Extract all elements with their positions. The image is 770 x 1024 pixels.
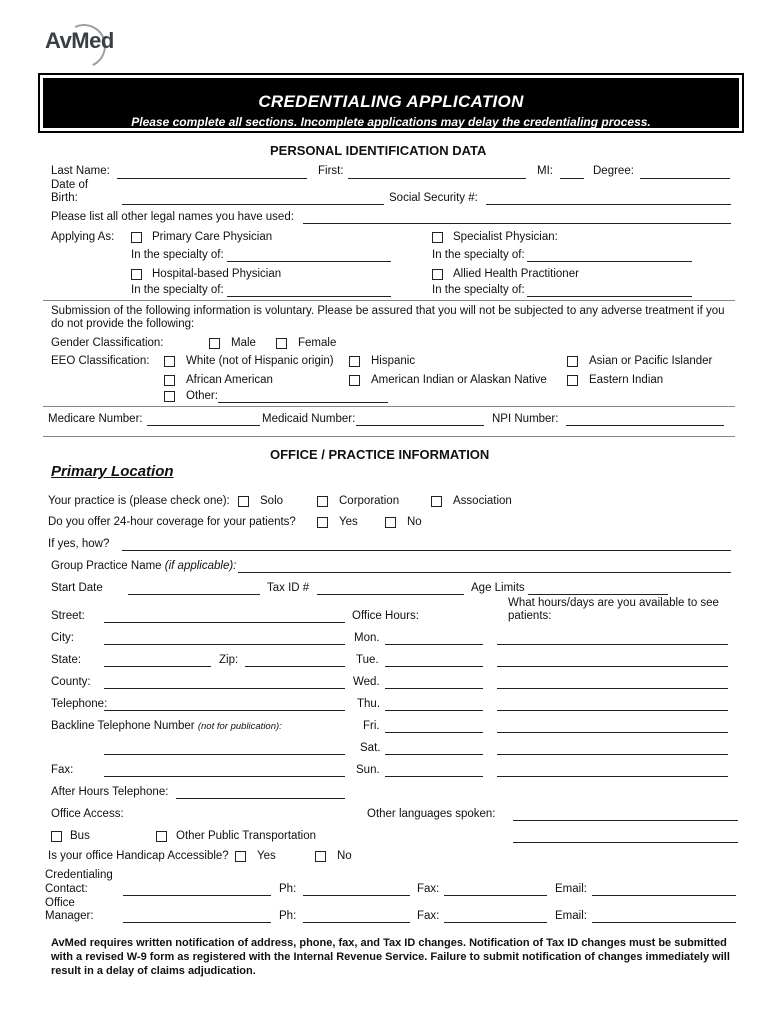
title-banner — [38, 73, 744, 133]
cred-contact-name-field[interactable] — [123, 895, 271, 896]
eastern-indian-checkbox[interactable] — [567, 375, 578, 386]
telephone-label: Telephone: — [51, 698, 108, 710]
divider — [43, 300, 735, 301]
hours-question-line2: patients: — [508, 610, 552, 622]
cred-contact-email-label: Email: — [555, 883, 587, 895]
street-label: Street: — [51, 610, 85, 622]
female-checkbox[interactable] — [276, 338, 287, 349]
other-transport-checkbox[interactable] — [156, 831, 167, 842]
zip-label: Zip: — [219, 654, 239, 666]
office-manager-fax-label: Fax: — [417, 910, 440, 922]
other-languages-field-1[interactable] — [513, 820, 738, 821]
office-manager-label-line1: Office — [45, 897, 75, 909]
thu-label: Thu. — [357, 698, 381, 710]
corporation-checkbox[interactable] — [317, 496, 328, 507]
hispanic-label: Hispanic — [371, 355, 416, 367]
street-field[interactable] — [104, 622, 345, 623]
coverage-no-label: No — [407, 516, 422, 528]
allied-specialty-label: In the specialty of: — [432, 284, 525, 296]
sun-availability-field[interactable] — [497, 776, 728, 777]
coverage-yes-checkbox[interactable] — [317, 517, 328, 528]
state-field[interactable] — [104, 666, 211, 667]
page-title: CREDENTIALING APPLICATION — [258, 92, 524, 111]
thu-availability-field[interactable] — [497, 710, 728, 711]
primary-location-heading: Primary Location — [51, 463, 174, 480]
association-checkbox[interactable] — [431, 496, 442, 507]
avmed-logo: AvMed — [45, 28, 114, 53]
ssn-field[interactable] — [486, 204, 731, 205]
voluntary-text-line2: do not provide the following: — [51, 318, 195, 330]
change-notification-notice: AvMed requires written notification of address, phone, fax, and Tax ID changes. Notification of Tax ID changes must be submitted with a revised W-9 form as registered with the Internal Revenue Service. Failure to submit notification of changes immediately will result in a delay of claims adjudication. — [51, 937, 730, 977]
tue-label: Tue. — [356, 654, 379, 666]
telephone-field[interactable] — [104, 710, 345, 711]
backline-text: Backline Telephone Number — [51, 720, 195, 732]
specialist-label: Specialist Physician: — [453, 231, 558, 243]
group-name-label — [51, 560, 236, 572]
start-date-label: Start Date — [51, 582, 103, 594]
cred-contact-label-line1: Credentialing — [45, 869, 113, 881]
after-hours-field[interactable] — [176, 798, 345, 799]
cred-contact-ph-field[interactable] — [303, 895, 410, 896]
sat-availability-field[interactable] — [497, 754, 728, 755]
specialist-specialty-label: In the specialty of: — [432, 249, 525, 261]
group-name-text: Group Practice Name — [51, 560, 162, 572]
office-section-title: OFFICE / PRACTICE INFORMATION — [270, 447, 490, 462]
city-field[interactable] — [104, 644, 345, 645]
office-manager-ph-field[interactable] — [303, 922, 410, 923]
handicap-no-checkbox[interactable] — [315, 851, 326, 862]
specialist-specialty-field[interactable] — [527, 261, 692, 262]
primary-specialty-label: In the specialty of: — [131, 249, 224, 261]
bus-checkbox[interactable] — [51, 831, 62, 842]
coverage-yes-label: Yes — [339, 516, 358, 528]
primary-care-label: Primary Care Physician — [152, 231, 273, 243]
group-name-field[interactable] — [238, 572, 731, 573]
coverage-no-checkbox[interactable] — [385, 517, 396, 528]
handicap-yes-checkbox[interactable] — [235, 851, 246, 862]
mi-field[interactable] — [560, 178, 584, 179]
solo-checkbox[interactable] — [238, 496, 249, 507]
medicare-field[interactable] — [147, 425, 260, 426]
sun-label: Sun. — [356, 764, 380, 776]
office-manager-label-line2: Manager: — [45, 910, 94, 922]
allied-specialty-field[interactable] — [527, 296, 692, 297]
handicap-yes-label: Yes — [257, 850, 276, 862]
applying-as-label: Applying As: — [51, 231, 115, 243]
other-names-field[interactable] — [303, 223, 731, 224]
hospital-based-checkbox[interactable] — [131, 269, 142, 280]
female-label: Female — [298, 337, 337, 349]
white-label: White (not of Hispanic origin) — [186, 355, 334, 367]
asian-checkbox[interactable] — [567, 356, 578, 367]
medicaid-label: Medicaid Number: — [262, 413, 356, 425]
sat-hours-field[interactable] — [385, 754, 483, 755]
other-names-label: Please list all other legal names you have used: — [51, 211, 294, 223]
wed-hours-field[interactable] — [385, 688, 483, 689]
dob-field[interactable] — [122, 204, 384, 205]
hospital-based-label: Hospital-based Physician — [152, 268, 282, 280]
solo-label: Solo — [260, 495, 284, 507]
eastern-indian-label: Eastern Indian — [589, 374, 664, 386]
office-manager-fax-field[interactable] — [444, 922, 547, 923]
office-manager-name-field[interactable] — [123, 922, 271, 923]
mi-label: MI: — [537, 165, 553, 177]
association-label: Association — [453, 495, 512, 507]
if-yes-label: If yes, how? — [48, 538, 110, 550]
degree-field[interactable] — [640, 178, 730, 179]
male-checkbox[interactable] — [209, 338, 220, 349]
office-manager-email-field[interactable] — [592, 922, 736, 923]
tax-id-field[interactable] — [317, 594, 464, 595]
practice-type-label: Your practice is (please check one): — [48, 495, 230, 507]
fax-field[interactable] — [104, 776, 345, 777]
divider — [43, 436, 735, 437]
mon-hours-field[interactable] — [385, 644, 483, 645]
white-checkbox[interactable] — [164, 356, 175, 367]
wed-label: Wed. — [353, 676, 380, 688]
fri-availability-field[interactable] — [497, 732, 728, 733]
office-manager-ph-label: Ph: — [279, 910, 297, 922]
office-manager-email-label: Email: — [555, 910, 587, 922]
american-indian-label: American Indian or Alaskan Native — [371, 374, 547, 386]
personal-section-title: PERSONAL IDENTIFICATION DATA — [270, 143, 487, 158]
gender-label: Gender Classification: — [51, 337, 164, 349]
hours-question-line1: What hours/days are you available to see — [508, 597, 719, 609]
corporation-label: Corporation — [339, 495, 400, 507]
tue-hours-field[interactable] — [385, 666, 483, 667]
page-subtitle: Please complete all sections. Incomplete applications may delay the credentialing process. — [131, 115, 651, 129]
ssn-label: Social Security #: — [389, 192, 478, 204]
sat-label: Sat. — [360, 742, 381, 754]
dob-label-line1: Date of — [51, 179, 89, 191]
cred-contact-label-line2: Contact: — [45, 883, 88, 895]
cred-contact-email-field[interactable] — [592, 895, 736, 896]
mon-label: Mon. — [354, 632, 380, 644]
dob-label-line2: Birth: — [51, 192, 78, 204]
voluntary-text-line1: Submission of the following information is voluntary. Please be assured that you will not be subjected to any adverse treatment if you — [51, 305, 725, 317]
tax-id-label: Tax ID # — [267, 582, 310, 594]
cred-contact-ph-label: Ph: — [279, 883, 297, 895]
medicaid-field[interactable] — [356, 425, 484, 426]
handicap-label: Is your office Handicap Accessible? — [48, 850, 229, 862]
other-languages-label: Other languages spoken: — [367, 808, 496, 820]
handicap-no-label: No — [337, 850, 352, 862]
american-indian-checkbox[interactable] — [349, 375, 360, 386]
tue-availability-field[interactable] — [497, 666, 728, 667]
african-american-checkbox[interactable] — [164, 375, 175, 386]
specialist-checkbox[interactable] — [432, 232, 443, 243]
last-name-label: Last Name: — [51, 165, 110, 177]
zip-field[interactable] — [245, 666, 345, 667]
backline-label — [51, 720, 282, 732]
bus-label: Bus — [70, 830, 90, 842]
allied-health-label: Allied Health Practitioner — [453, 268, 579, 280]
county-label: County: — [51, 676, 91, 688]
state-label: State: — [51, 654, 82, 666]
office-access-label: Office Access: — [51, 808, 124, 820]
fri-hours-field[interactable] — [385, 732, 483, 733]
african-american-label: African American — [186, 374, 273, 386]
medicare-label: Medicare Number: — [48, 413, 143, 425]
cred-contact-fax-field[interactable] — [444, 895, 547, 896]
office-hours-label: Office Hours: — [352, 610, 419, 622]
asian-label: Asian or Pacific Islander — [589, 355, 713, 367]
if-yes-field[interactable] — [122, 550, 731, 551]
divider — [43, 406, 735, 407]
first-name-field[interactable] — [348, 178, 526, 179]
backline-note: (not for publication): — [197, 721, 282, 732]
hospital-specialty-field[interactable] — [227, 296, 391, 297]
group-name-note: (if applicable): — [164, 560, 237, 572]
age-limits-label: Age Limits — [471, 582, 525, 594]
npi-label: NPI Number: — [492, 413, 559, 425]
cred-contact-fax-label: Fax: — [417, 883, 440, 895]
first-name-label: First: — [318, 165, 344, 177]
other-transport-label: Other Public Transportation — [176, 830, 316, 842]
mon-availability-field[interactable] — [497, 644, 728, 645]
thu-hours-field[interactable] — [385, 710, 483, 711]
male-label: Male — [231, 337, 256, 349]
hospital-specialty-label: In the specialty of: — [131, 284, 224, 296]
start-date-field[interactable] — [128, 594, 260, 595]
other-languages-field-2[interactable] — [513, 842, 738, 843]
degree-label: Degree: — [593, 165, 634, 177]
other-race-label: Other: — [186, 390, 218, 402]
city-label: City: — [51, 632, 74, 644]
fri-label: Fri. — [363, 720, 380, 732]
eeo-label: EEO Classification: — [51, 355, 150, 367]
coverage-label: Do you offer 24-hour coverage for your patients? — [48, 516, 296, 528]
primary-care-checkbox[interactable] — [131, 232, 142, 243]
last-name-field[interactable] — [117, 178, 307, 179]
primary-specialty-field[interactable] — [227, 261, 391, 262]
npi-field[interactable] — [566, 425, 724, 426]
other-race-field[interactable] — [218, 402, 388, 403]
other-race-checkbox[interactable] — [164, 391, 175, 402]
sun-hours-field[interactable] — [385, 776, 483, 777]
allied-health-checkbox[interactable] — [432, 269, 443, 280]
hispanic-checkbox[interactable] — [349, 356, 360, 367]
after-hours-label: After Hours Telephone: — [51, 786, 169, 798]
age-limits-field[interactable] — [528, 594, 668, 595]
wed-availability-field[interactable] — [497, 688, 728, 689]
fax-label: Fax: — [51, 764, 74, 776]
county-field[interactable] — [104, 688, 345, 689]
backline-field[interactable] — [104, 754, 345, 755]
